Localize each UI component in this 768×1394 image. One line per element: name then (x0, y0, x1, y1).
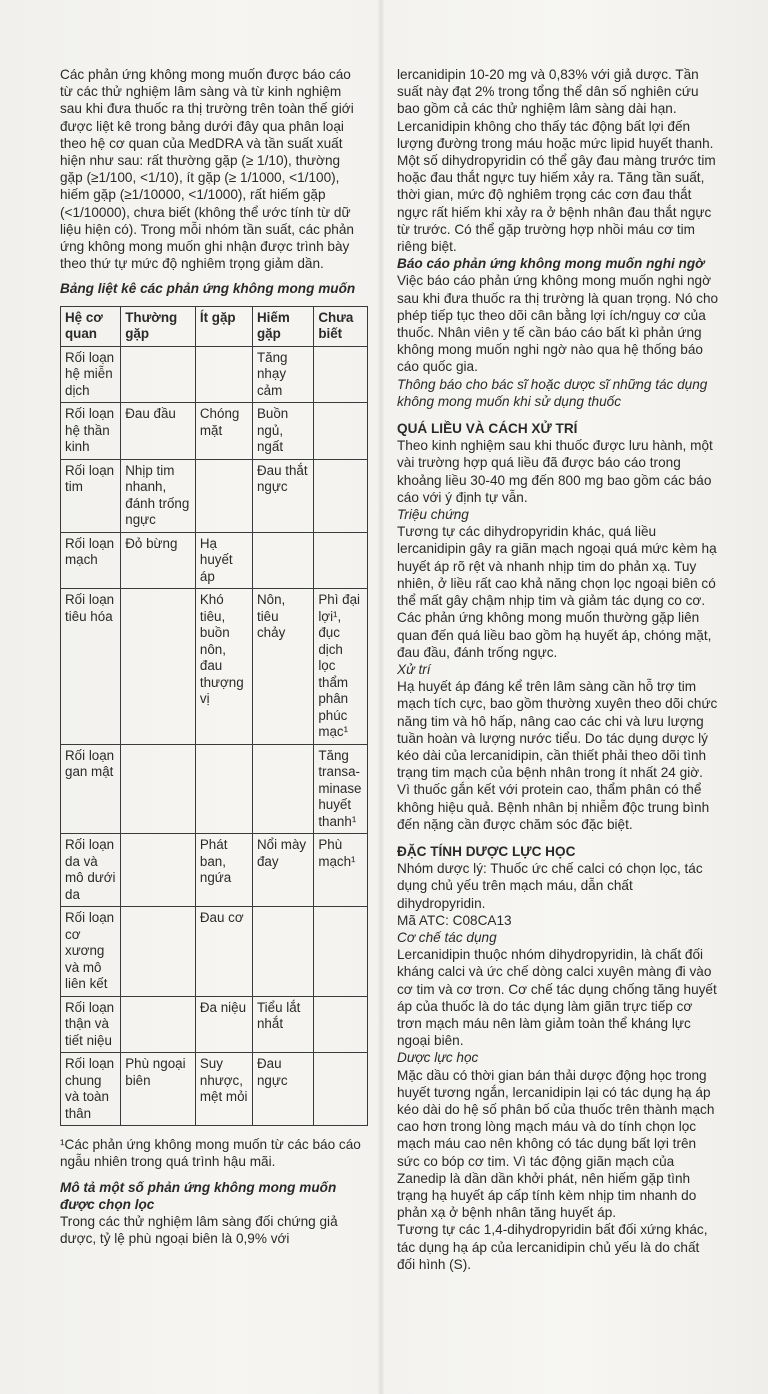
table-cell: Đa niệu (195, 996, 252, 1053)
table-cell: Đau cơ (195, 907, 252, 997)
left-column (60, 66, 364, 1247)
table-row (61, 907, 368, 997)
table-row (61, 1053, 368, 1126)
table-cell: Khó tiêu, buồn nôn, đau thượng vị (195, 589, 252, 745)
table-cell: Rối loạn chung và toàn thân (61, 1053, 121, 1126)
table-cell: Tiểu lắt nhắt (252, 996, 313, 1053)
table-cell: Hạ huyết áp (195, 532, 252, 589)
table-cell: Chóng mặt (195, 403, 252, 460)
table-cell (252, 907, 313, 997)
table-cell: Rối loạn thận và tiết niệu (61, 996, 121, 1053)
table-cell (121, 996, 196, 1053)
table-cell (314, 346, 368, 403)
table-header-cell: Chưa biết (314, 306, 368, 346)
right-column (397, 66, 719, 1273)
pd-title: Dược lực học (397, 1050, 479, 1066)
table-footnote: ¹Các phản ứng không mong muốn từ các báo cáo ngẫu nhiên trong quá trình hậu mãi. (60, 1137, 361, 1170)
table-row (61, 834, 368, 907)
table-cell: Suy nhược, mệt mỏi (195, 1053, 252, 1126)
table-cell (252, 744, 313, 834)
table-cell (314, 907, 368, 997)
glucose-paragraph: Lercanidipin không cho thấy tác động bất lợi đến lượng đường trong máu hoặc mức lipid huyết thanh. (397, 118, 714, 151)
table-header-cell: Hệ cơ quan (61, 306, 121, 346)
atc-code: Mã ATC: C08CA13 (397, 912, 512, 928)
table-cell: Đau ngực (252, 1053, 313, 1126)
table-cell (314, 996, 368, 1053)
treatment-text: Hạ huyết áp đáng kể trên lâm sàng cần hỗ trợ tim mạch tích cực, bao gồm thường xuyên theo dõi chức năng tim và hô hấp, nâng cao các chi và lưu lượng tuần hoàn và lượng nước tiểu. Do tác dụng dược lý kéo dài của lercanidipin, cần thiết phải theo dõi tình trạng tim mạch của bệnh nhân trong ít nhất 24 giờ. Vì thuốc gắn kết với protein cao, thẩm phân có thể không hiệu quả. Bệnh nhân bị nhiễm độc trung bình đến nặng cần được chăm sóc đặc biệt. (397, 679, 718, 832)
table-cell: Phù ngoại biên (121, 1053, 196, 1126)
pharmaco-group: Nhóm dược lý: Thuốc ức chế calci có chọn lọc, tác dụng chủ yếu trên mạch máu, dẫn chất dihydropyridin. (397, 861, 703, 911)
table-cell (195, 346, 252, 403)
pd-text-2: Tương tự các 1,4-dihydropyridin bất đối xứng khác, tác dụng hạ áp của lercanidipin chủ yếu là do chất đối hình (S). (397, 1222, 708, 1272)
table-cell (121, 907, 196, 997)
table-header-cell: Hiếm gặp (252, 306, 313, 346)
report-title: Báo cáo phản ứng không mong muốn nghi ngờ (397, 256, 705, 272)
mechanism-text: Lercanidipin thuộc nhóm dihydropyridin, là chất đối kháng calci và ức chế dòng calci xuyên màng đi vào cơ tim và cơ trơn. Cơ chế tác dụng chống tăng huyết áp của thuốc là do tác dụng làm giãn trực tiếp cơ trơn mạch máu nên làm giảm toàn thể kháng lực ngoại biên. (397, 947, 717, 1049)
table-cell (121, 346, 196, 403)
table-cell: Phát ban, ngứa (195, 834, 252, 907)
table-cell: Tăng nhạy cảm (252, 346, 313, 403)
table-cell: Đỏ bừng (121, 532, 196, 589)
table-cell: Đau đầu (121, 403, 196, 460)
table-cell: Tăng transa-minase huyết thanh¹ (314, 744, 368, 834)
table-cell: Nổi mày đay (252, 834, 313, 907)
report-text: Việc báo cáo phản ứng không mong muốn nghi ngờ sau khi đưa thuốc ra thị trường là quan trọng. Nó cho phép tiếp tục theo dõi cân bằng lợi ích/nguy cơ của thuốc. Nhân viên y tế cần báo cáo bất kì phản ứng không mong muốn nghi ngờ nào qua hệ thống báo cáo quốc gia. (397, 273, 719, 375)
table-cell (252, 532, 313, 589)
table-cell: Rối loạn mạch (61, 532, 121, 589)
table-cell: Phì đại lợi¹, đục dịch lọc thẩm phân phúc mạc¹ (314, 589, 368, 745)
table-cell: Đau thắt ngực (252, 459, 313, 532)
table-cell: Rối loạn cơ xương và mô liên kết (61, 907, 121, 997)
table-cell (195, 459, 252, 532)
table-row (61, 744, 368, 834)
overdose-text: Theo kinh nghiệm sau khi thuốc được lưu hành, một vài trường hợp quá liều đã được báo cáo trong khoảng liều 30-40 mg đến 800 mg bao gồm các báo cáo với ý định tự vẫn. (397, 438, 713, 505)
table-header-cell: Thường gặp (121, 306, 196, 346)
table-cell (314, 403, 368, 460)
table-row (61, 346, 368, 403)
table-cell: Rối loạn hệ thần kinh (61, 403, 121, 460)
table-cell (314, 459, 368, 532)
table-cell (195, 744, 252, 834)
table-cell: Nôn, tiêu chảy (252, 589, 313, 745)
table-cell: Phù mạch¹ (314, 834, 368, 907)
paper-fold (378, 0, 384, 1394)
table-cell (314, 1053, 368, 1126)
table-header-cell: Ít gặp (195, 306, 252, 346)
pharmacodynamics-title: ĐẶC TÍNH DƯỢC LỰC HỌC (397, 843, 576, 859)
table-row (61, 459, 368, 532)
table-header-row (61, 306, 368, 346)
mechanism-title: Cơ chế tác dụng (397, 929, 497, 945)
table-cell: Rối loạn tiêu hóa (61, 589, 121, 745)
table-cell: Rối loạn da và mô dưới da (61, 834, 121, 907)
table-cell (121, 744, 196, 834)
table-cell (121, 834, 196, 907)
table-title: Bảng liệt kê các phản ứng không mong muốn (60, 281, 356, 297)
table-cell: Buồn ngủ, ngất (252, 403, 313, 460)
adverse-intro: Các phản ứng không mong muốn được báo cáo từ các thử nghiệm lâm sàng và từ kinh nghiệm sau khi đưa thuốc ra thị trường trên toàn thế giới được liệt kê trong bảng dưới đây qua phân loại theo hệ cơ quan của MedDRA và tần suất xuất hiện như sau: rất thường gặp (≥ 1/10), thường gặp (≥1/100, <1/10), ít gặp (≥ 1/1000, <1/100), hiếm gặp (≥1/10000, <1/1000), rất hiếm gặp (<1/10000), chưa biết (không thể ước tính từ dữ liệu hiện có). Trong mỗi nhóm tần suất, các phản ứng không mong muốn ghi nhận được trình bày theo thứ tự mức độ nghiêm trọng giảm dần. (60, 67, 354, 272)
table-row (61, 589, 368, 745)
table-row (61, 532, 368, 589)
table-cell: Rối loạn gan mật (61, 744, 121, 834)
selected-reactions-title: Mô tả một số phản ứng không mong muốn được chọn lọc (60, 1179, 337, 1212)
table-row (61, 996, 368, 1053)
table-cell: Rối loạn tim (61, 459, 121, 532)
symptoms-title: Triệu chứng (397, 507, 469, 523)
selected-reactions-text: Trong các thử nghiệm lâm sàng đối chứng giả dược, tỷ lệ phù ngoại biên là 0,9% với (60, 1213, 338, 1247)
adverse-events-table (60, 306, 368, 1127)
table-cell: Rối loạn hệ miễn dịch (61, 346, 121, 403)
symptoms-text: Tương tự các dihydropyridin khác, quá liều lercanidipin gây ra giãn mạch ngoại quá mức kèm hạ huyết áp rõ rệt và nhanh nhịp tim do phản xạ. Tuy nhiên, ở liều rất cao khả năng chọn lọc ngoại biên có thể mất gây chậm nhịp tim và giảm tác dụng co cơ. Các phản ứng không mong muốn thường gặp liên quan đến quá liều bao gồm hạ huyết áp, chóng mặt, đau đầu, đánh trống ngực. (397, 524, 717, 660)
table-row (61, 403, 368, 460)
edema-paragraph: lercanidipin 10-20 mg và 0,83% với giả dược. Tần suất này đạt 2% trong tổng thể dân số nghiên cứu bao gồm cả các thử nghiệm lâm sàng dài hạn. (397, 67, 699, 117)
treatment-title: Xử trí (397, 661, 431, 677)
pd-text: Mặc dầu có thời gian bán thải dược động học trong huyết tương ngắn, lercanidipin lại có tác dụng hạ áp kéo dài do hệ số phân bố của thuốc trên thành mạch cao hơn trong lòng mạch máu và do tính chọn lọc mạch máu cao nên không có tác dụng bất lợi trên sức co bóp cơ tim. Vì tác động giãn mạch của Zanedip là dần dần khởi phát, nên hiếm gặp tình trạng hạ huyết áp cấp tính kèm nhịp tim nhanh do phản xạ ở bệnh nhân tăng huyết áp. (397, 1067, 715, 1221)
table-cell (121, 589, 196, 745)
table-cell: Nhịp tim nhanh, đánh trống ngực (121, 459, 196, 532)
overdose-title: QUÁ LIỀU VÀ CÁCH XỬ TRÍ (397, 421, 578, 437)
table-cell (314, 532, 368, 589)
angina-paragraph: Một số dihydropyridin có thể gây đau màng trước tim hoặc đau thắt ngực tuy hiếm xảy ra. Tăng tần suất, thời gian, mức độ nghiêm trọng các cơn đau thắt ngực rất hiếm khi xảy ra ở bệnh nhân đau thắt ngực từ trước. Có thể gặp trường hợp nhồi máu cơ tim riêng biệt. (397, 153, 716, 255)
report-note: Thông báo cho bác sĩ hoặc dược sĩ những tác dụng không mong muốn khi sử dụng thuốc (397, 376, 708, 409)
